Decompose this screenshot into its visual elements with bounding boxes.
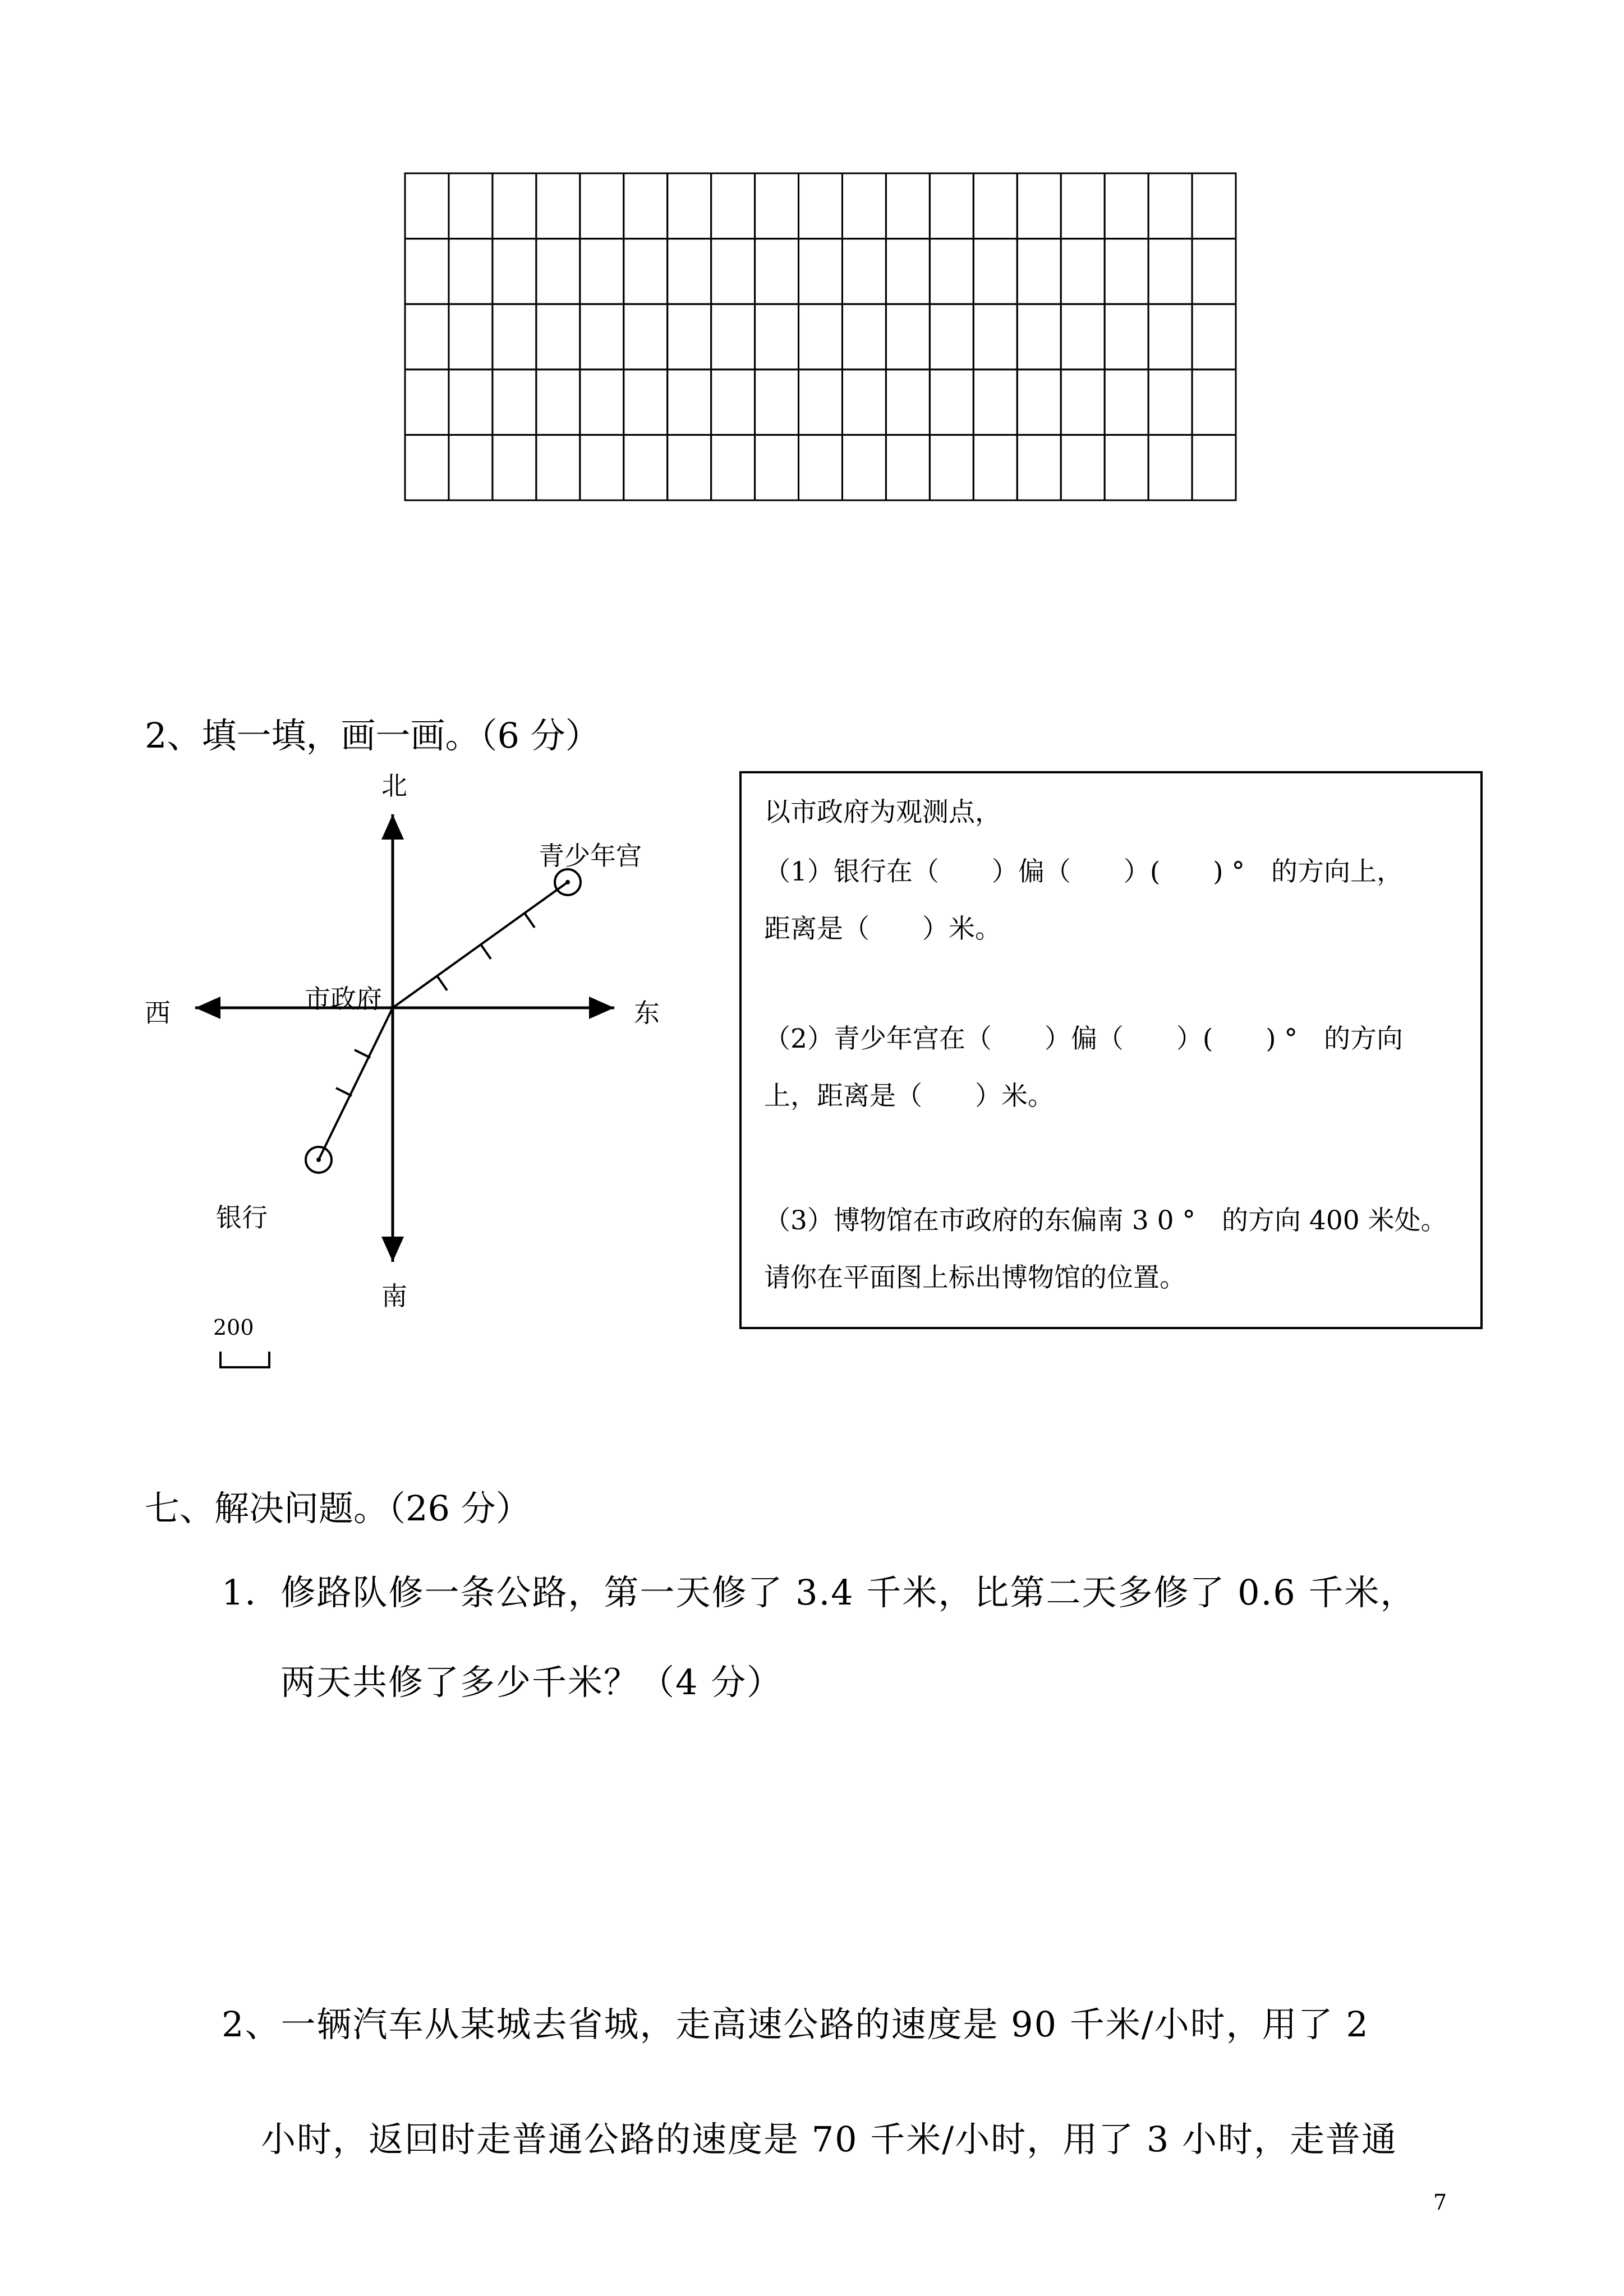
youth-palace-label: 青少年宫 xyxy=(539,841,642,871)
problem-1-line2: 两天共修了多少千米？（4 分） xyxy=(280,1662,783,1703)
box-q3-line1: （3）博物馆在市政府的东偏南 3 0 ° 的方向 400 米处。 xyxy=(764,1205,1447,1236)
tick xyxy=(336,1088,352,1096)
tick xyxy=(525,913,535,928)
box-q2-line2: 上，距离是（ ）米。 xyxy=(764,1081,1054,1112)
box-q2-line1: （2）青少年宫在（ ）偏（ ）( ) ° 的方向 xyxy=(764,1023,1404,1054)
scale-value: 200 xyxy=(213,1315,254,1340)
south-label: 南 xyxy=(381,1281,407,1311)
section-7-title: 七、解决问题。（26 分） xyxy=(145,1488,531,1529)
box-intro: 以市政府为观测点， xyxy=(764,797,1001,828)
box-q1-line2: 距离是（ ）米。 xyxy=(764,914,1001,944)
tick xyxy=(437,976,447,990)
box-q3-line2: 请你在平面图上标出博物馆的位置。 xyxy=(764,1262,1186,1293)
page-number: 7 xyxy=(1433,2190,1447,2215)
city-hall-label: 市政府 xyxy=(305,984,382,1014)
problem-2-line1: 2、一辆汽车从某城去省城，走高速公路的速度是 90 千米/小时，用了 2 xyxy=(222,2004,1369,2045)
east-label: 东 xyxy=(634,998,660,1028)
bank-label: 银行 xyxy=(216,1202,268,1233)
scale-bar xyxy=(220,1352,269,1367)
north-label: 北 xyxy=(381,771,407,801)
box-q1-line1: （1）银行在（ ）偏（ ）( ) ° 的方向上， xyxy=(764,856,1404,887)
tick xyxy=(355,1050,370,1058)
problem-2-line2: 小时，返回时走普通公路的速度是 70 千米/小时，用了 3 小时，走普通 xyxy=(261,2119,1398,2160)
tick xyxy=(481,944,491,959)
section-2-title: 2、填一填，画一画。（6 分） xyxy=(145,715,600,756)
west-label: 西 xyxy=(145,998,171,1028)
problem-1-line1: 1．修路队修一条公路，第一天修了 3.4 千米，比第二天多修了 0.6 千米， xyxy=(222,1572,1416,1613)
question-box xyxy=(739,771,1483,1329)
bank-line xyxy=(319,1008,393,1160)
